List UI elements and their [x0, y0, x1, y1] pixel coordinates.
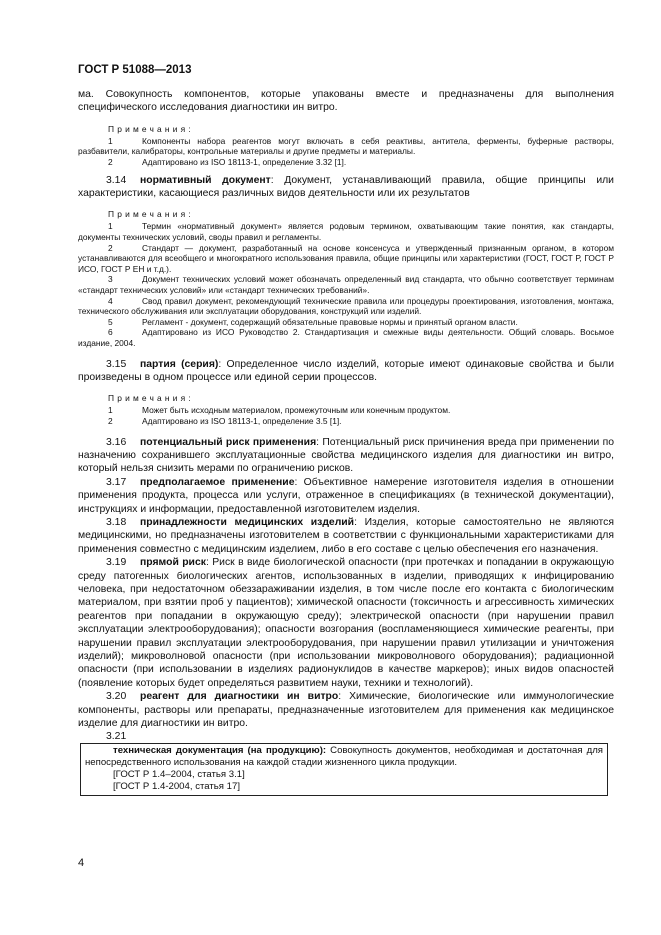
- note-item: 3 Документ технических условий может обозначать определенный вид стандарта, что обычно соответствует терминам «стандарт технических условий» или «стандарт технических требований».: [78, 274, 614, 295]
- document-code-header: ГОСТ Р 51088—2013: [78, 64, 192, 76]
- definition-3-21-box: [80, 743, 608, 796]
- note-item: 6 Адаптировано из ИСО Руководство 2. Стандартизация и смежные виды деятельности. Общий словарь. Восьмое издание, 2004.: [78, 327, 614, 348]
- notes-heading: Примечания:: [108, 393, 194, 404]
- definition-3-17: 3.17 предполагаемое применение: Объективное намерение изготовителя изделия в отношении применения продукта, процесса или услуги, отраженное в спецификациях (в технической документации), инструкциях и информации, предоставленной изготовителем изделия.: [78, 476, 614, 515]
- note-item: 5 Регламент - документ, содержащий обязательные правовые нормы и принятый органом власти.: [108, 316, 518, 327]
- definition-3-21: техническая документация (на продукцию): Совокупность документов, необходимая и достаточная для непосредственного использования на каждой стадии жизненного цикла продукции.: [85, 745, 603, 769]
- definition-3-15: 3.15 партия (серия): Определенное число изделий, которые имеют одинаковые свойства и были произведены в одном процессе или единой серии процессов.: [78, 358, 614, 383]
- notes-block-3-14: [78, 209, 614, 348]
- definition-3-14: 3.14 нормативный документ: Документ, устанавливающий правила, общие принципы или характеристики, касающиеся различных видов деятельности или их результатов: [78, 174, 614, 199]
- reference-1: [ГОСТ Р 1.4–2004, статья 3.1]: [113, 769, 245, 781]
- page-content: [78, 88, 614, 796]
- note-item: 1 Термин «нормативный документ» является родовым термином, охватывающим такие понятия, как стандарты, документы технических условий, своды правил и регламенты.: [78, 221, 614, 242]
- reference-2: [ГОСТ Р 1.4-2004, статья 17]: [113, 781, 240, 793]
- definition-3-19: 3.19 прямой риск: Риск в виде биологической опасности (при протечках и попадании в окружающую среду патогенных биологических агентов, использованных в изделии, приводящих к инфицированию человека, при недостаточном обеззараживании изделия, в том числе после его контакта с биологическим материалом, при взятии проб у пациентов); химической опасности (токсичность и агрессивность химических реагентов при попадании в окружающую среду); электрической опасности (при нарушении правил эксплуатации электрооборудования); опасности возгорания (воспламеняющиеся химические реагенты, при нарушении правил эксплуатации электрооборудования, при нарушении правил утилизации и уничтожения изделий); микроволновой опасности (при использовании микроволнового оборудования); радиационной опасности (при использовании в изделиях радионуклидов в качестве маркеров); иных видов опасностей (появление которых будет определяться развитием науки, техники и технологий).: [78, 557, 614, 689]
- note-item: 4 Свод правил документ, рекомендующий технические правила или процедуры проектирования, изготовления, монтажа, технического обслуживания или эксплуатации оборудования, конструкций или изделий.: [78, 295, 614, 317]
- note-item: 2 Стандарт — документ, разработанный на основе консенсуса и утвержденный признанным органом, в котором устанавливаются для всеобщего и многократного использования правила, общие принципы или характеристики (ГОСТ, ГОСТ Р, ГОСТ Р ИСО, ГОСТ Р ЕН и т.д.).: [78, 242, 614, 274]
- notes-heading: Примечания:: [108, 209, 194, 220]
- notes-block-3-15: [78, 393, 614, 426]
- note-item: 2 Адаптировано из ISO 18113-1, определение 3.32 [1].: [108, 157, 347, 167]
- note-item: 2 Адаптировано из ISO 18113-1, определение 3.5 [1].: [108, 415, 342, 426]
- definition-3-21-number: 3.21: [106, 731, 127, 743]
- note-item: 1 Может быть исходным материалом, промежуточным или конечным продуктом.: [108, 405, 451, 416]
- definition-3-18: 3.18 принадлежности медицинских изделий: Изделия, которые самостоятельно не являются медицинскими, но предназначены изготовителем в соответствии с функциональными характеристиками для применения совместно с медицинским изделием, либо в его составе с целью обеспечения его назначения.: [78, 516, 614, 555]
- note-item: 1 Компоненты набора реагентов могут включать в себя реактивы, антитела, ферменты, буферные растворы, разбавители, калибраторы, контрольные материалы и другие предметы и материалы.: [78, 135, 614, 157]
- page-number: 4: [78, 857, 85, 869]
- notes-heading: Примечания:: [108, 123, 194, 134]
- notes-block-3-13: [78, 124, 614, 168]
- definition-3-16: 3.16 потенциальный риск применения: Потенциальный риск причинения вреда при применении по назначению сохранившего эксплуатационные свойства медицинского изделия для диагностики ин витро, который нельзя снизить мерами по ограничению рисков.: [78, 436, 614, 475]
- definition-3-20: 3.20 реагент для диагностики ин витро: Химические, биологические или иммунологические компоненты, растворы или препараты, предназначенные изготовителем для применения как медицинское изделие для диагностики ин витро.: [78, 691, 614, 730]
- continued-paragraph: ма. Совокупность компонентов, которые упакованы вместе и предназначены для выполнения специфического исследования диагностики ин витро.: [78, 89, 614, 114]
